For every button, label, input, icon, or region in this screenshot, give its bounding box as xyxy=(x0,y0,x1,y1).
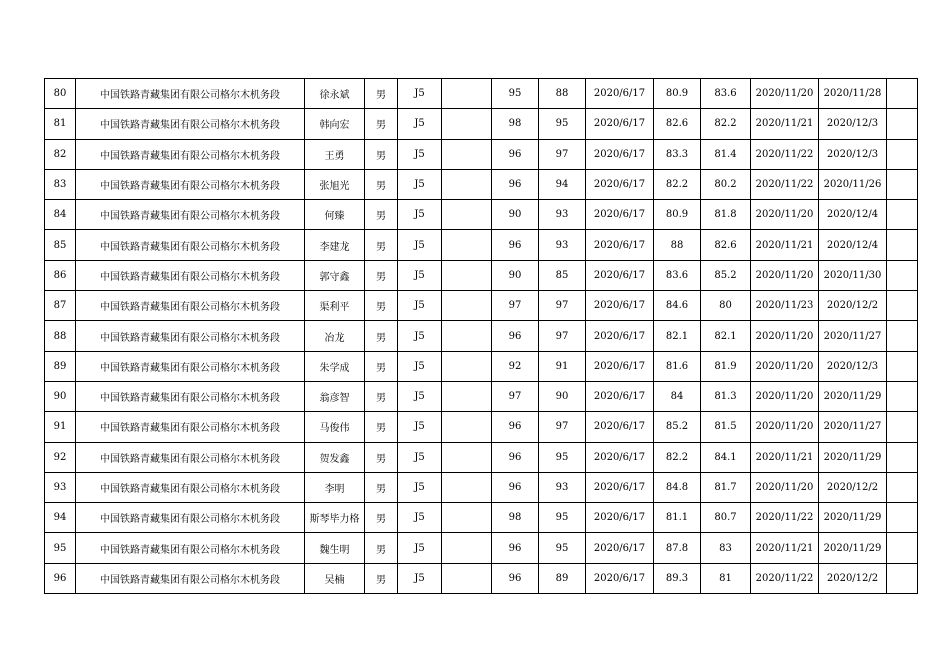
start-date-cell: 2020/11/20 xyxy=(751,381,819,411)
score-a-cell: 96 xyxy=(492,442,539,472)
score-d-cell: 85.2 xyxy=(701,260,751,290)
score-b-cell: 97 xyxy=(539,139,586,169)
gender-cell: 男 xyxy=(365,321,398,351)
score-a-cell: 96 xyxy=(492,533,539,563)
score-d-cell: 82.1 xyxy=(701,321,751,351)
date-cell: 2020/6/17 xyxy=(586,351,654,381)
score-c-cell: 81.1 xyxy=(654,503,701,533)
name-cell: 魏生明 xyxy=(305,533,365,563)
seq-cell: 91 xyxy=(45,412,76,442)
end-date-cell: 2020/12/3 xyxy=(819,109,887,139)
seq-cell: 89 xyxy=(45,351,76,381)
date-cell: 2020/6/17 xyxy=(586,563,654,593)
remark-cell xyxy=(887,109,918,139)
start-date-cell: 2020/11/20 xyxy=(751,321,819,351)
seq-cell: 84 xyxy=(45,200,76,230)
name-cell: 翁彦智 xyxy=(305,381,365,411)
score-a-cell: 96 xyxy=(492,472,539,502)
gender-cell: 男 xyxy=(365,291,398,321)
start-date-cell: 2020/11/20 xyxy=(751,351,819,381)
blank-cell xyxy=(442,230,492,260)
score-c-cell: 82.1 xyxy=(654,321,701,351)
score-c-cell: 80.9 xyxy=(654,79,701,109)
license-cell: J5 xyxy=(398,109,442,139)
end-date-cell: 2020/11/27 xyxy=(819,412,887,442)
table-row xyxy=(45,260,918,290)
end-date-cell: 2020/11/26 xyxy=(819,169,887,199)
seq-cell: 80 xyxy=(45,79,76,109)
start-date-cell: 2020/11/21 xyxy=(751,230,819,260)
unit-cell: 中国铁路青藏集团有限公司格尔木机务段 xyxy=(76,291,305,321)
start-date-cell: 2020/11/23 xyxy=(751,291,819,321)
name-cell: 张旭光 xyxy=(305,169,365,199)
score-c-cell: 84 xyxy=(654,381,701,411)
remark-cell xyxy=(887,200,918,230)
score-a-cell: 98 xyxy=(492,109,539,139)
score-c-cell: 84.6 xyxy=(654,291,701,321)
table-row xyxy=(45,442,918,472)
name-cell: 贺发鑫 xyxy=(305,442,365,472)
score-a-cell: 97 xyxy=(492,381,539,411)
end-date-cell: 2020/12/3 xyxy=(819,351,887,381)
start-date-cell: 2020/11/22 xyxy=(751,503,819,533)
name-cell: 李明 xyxy=(305,472,365,502)
score-c-cell: 87.8 xyxy=(654,533,701,563)
license-cell: J5 xyxy=(398,351,442,381)
remark-cell xyxy=(887,321,918,351)
score-a-cell: 98 xyxy=(492,503,539,533)
name-cell: 斯琴毕力格 xyxy=(305,503,365,533)
name-cell: 渠利平 xyxy=(305,291,365,321)
table-row xyxy=(45,412,918,442)
table-row xyxy=(45,321,918,351)
remark-cell xyxy=(887,139,918,169)
end-date-cell: 2020/11/30 xyxy=(819,260,887,290)
score-c-cell: 80.9 xyxy=(654,200,701,230)
end-date-cell: 2020/11/27 xyxy=(819,321,887,351)
score-b-cell: 93 xyxy=(539,230,586,260)
unit-cell: 中国铁路青藏集团有限公司格尔木机务段 xyxy=(76,503,305,533)
unit-cell: 中国铁路青藏集团有限公司格尔木机务段 xyxy=(76,79,305,109)
date-cell: 2020/6/17 xyxy=(586,503,654,533)
gender-cell: 男 xyxy=(365,442,398,472)
score-b-cell: 93 xyxy=(539,472,586,502)
license-cell: J5 xyxy=(398,169,442,199)
name-cell: 徐永斌 xyxy=(305,79,365,109)
score-d-cell: 82.2 xyxy=(701,109,751,139)
start-date-cell: 2020/11/21 xyxy=(751,442,819,472)
date-cell: 2020/6/17 xyxy=(586,139,654,169)
score-a-cell: 92 xyxy=(492,351,539,381)
unit-cell: 中国铁路青藏集团有限公司格尔木机务段 xyxy=(76,321,305,351)
unit-cell: 中国铁路青藏集团有限公司格尔木机务段 xyxy=(76,109,305,139)
table-row xyxy=(45,79,918,109)
score-b-cell: 95 xyxy=(539,442,586,472)
seq-cell: 95 xyxy=(45,533,76,563)
score-b-cell: 90 xyxy=(539,381,586,411)
date-cell: 2020/6/17 xyxy=(586,381,654,411)
unit-cell: 中国铁路青藏集团有限公司格尔木机务段 xyxy=(76,442,305,472)
date-cell: 2020/6/17 xyxy=(586,230,654,260)
gender-cell: 男 xyxy=(365,351,398,381)
blank-cell xyxy=(442,139,492,169)
start-date-cell: 2020/11/20 xyxy=(751,472,819,502)
name-cell: 朱学成 xyxy=(305,351,365,381)
score-c-cell: 82.6 xyxy=(654,109,701,139)
score-a-cell: 96 xyxy=(492,412,539,442)
license-cell: J5 xyxy=(398,139,442,169)
license-cell: J5 xyxy=(398,200,442,230)
unit-cell: 中国铁路青藏集团有限公司格尔木机务段 xyxy=(76,563,305,593)
score-d-cell: 83.6 xyxy=(701,79,751,109)
remark-cell xyxy=(887,563,918,593)
license-cell: J5 xyxy=(398,260,442,290)
date-cell: 2020/6/17 xyxy=(586,412,654,442)
score-b-cell: 94 xyxy=(539,169,586,199)
blank-cell xyxy=(442,200,492,230)
score-b-cell: 85 xyxy=(539,260,586,290)
unit-cell: 中国铁路青藏集团有限公司格尔木机务段 xyxy=(76,260,305,290)
unit-cell: 中国铁路青藏集团有限公司格尔木机务段 xyxy=(76,412,305,442)
score-c-cell: 82.2 xyxy=(654,169,701,199)
blank-cell xyxy=(442,472,492,502)
score-d-cell: 84.1 xyxy=(701,442,751,472)
table-body xyxy=(45,79,918,594)
score-b-cell: 95 xyxy=(539,109,586,139)
score-c-cell: 82.2 xyxy=(654,442,701,472)
seq-cell: 90 xyxy=(45,381,76,411)
start-date-cell: 2020/11/22 xyxy=(751,139,819,169)
name-cell: 郭守鑫 xyxy=(305,260,365,290)
unit-cell: 中国铁路青藏集团有限公司格尔木机务段 xyxy=(76,351,305,381)
score-d-cell: 81.8 xyxy=(701,200,751,230)
score-a-cell: 97 xyxy=(492,291,539,321)
license-cell: J5 xyxy=(398,79,442,109)
table-row xyxy=(45,109,918,139)
remark-cell xyxy=(887,351,918,381)
end-date-cell: 2020/12/4 xyxy=(819,200,887,230)
score-d-cell: 81 xyxy=(701,563,751,593)
gender-cell: 男 xyxy=(365,200,398,230)
score-d-cell: 81.5 xyxy=(701,412,751,442)
name-cell: 李建龙 xyxy=(305,230,365,260)
score-d-cell: 80 xyxy=(701,291,751,321)
table-row xyxy=(45,230,918,260)
start-date-cell: 2020/11/20 xyxy=(751,79,819,109)
seq-cell: 96 xyxy=(45,563,76,593)
end-date-cell: 2020/11/29 xyxy=(819,442,887,472)
date-cell: 2020/6/17 xyxy=(586,442,654,472)
blank-cell xyxy=(442,503,492,533)
score-d-cell: 81.4 xyxy=(701,139,751,169)
remark-cell xyxy=(887,79,918,109)
unit-cell: 中国铁路青藏集团有限公司格尔木机务段 xyxy=(76,533,305,563)
table-row xyxy=(45,533,918,563)
table-row xyxy=(45,472,918,502)
gender-cell: 男 xyxy=(365,412,398,442)
start-date-cell: 2020/11/21 xyxy=(751,533,819,563)
blank-cell xyxy=(442,442,492,472)
end-date-cell: 2020/12/2 xyxy=(819,472,887,502)
unit-cell: 中国铁路青藏集团有限公司格尔木机务段 xyxy=(76,139,305,169)
blank-cell xyxy=(442,109,492,139)
score-a-cell: 96 xyxy=(492,230,539,260)
end-date-cell: 2020/11/29 xyxy=(819,503,887,533)
score-d-cell: 81.3 xyxy=(701,381,751,411)
score-a-cell: 96 xyxy=(492,139,539,169)
date-cell: 2020/6/17 xyxy=(586,169,654,199)
blank-cell xyxy=(442,351,492,381)
score-a-cell: 90 xyxy=(492,260,539,290)
license-cell: J5 xyxy=(398,503,442,533)
score-b-cell: 95 xyxy=(539,533,586,563)
end-date-cell: 2020/11/28 xyxy=(819,79,887,109)
date-cell: 2020/6/17 xyxy=(586,109,654,139)
end-date-cell: 2020/12/3 xyxy=(819,139,887,169)
table-row xyxy=(45,351,918,381)
start-date-cell: 2020/11/20 xyxy=(751,260,819,290)
start-date-cell: 2020/11/20 xyxy=(751,412,819,442)
table-row xyxy=(45,291,918,321)
remark-cell xyxy=(887,533,918,563)
start-date-cell: 2020/11/22 xyxy=(751,169,819,199)
table-row xyxy=(45,200,918,230)
score-d-cell: 83 xyxy=(701,533,751,563)
end-date-cell: 2020/11/29 xyxy=(819,381,887,411)
gender-cell: 男 xyxy=(365,169,398,199)
license-cell: J5 xyxy=(398,442,442,472)
seq-cell: 85 xyxy=(45,230,76,260)
remark-cell xyxy=(887,169,918,199)
score-d-cell: 80.2 xyxy=(701,169,751,199)
score-b-cell: 97 xyxy=(539,291,586,321)
gender-cell: 男 xyxy=(365,230,398,260)
seq-cell: 92 xyxy=(45,442,76,472)
score-b-cell: 93 xyxy=(539,200,586,230)
start-date-cell: 2020/11/20 xyxy=(751,200,819,230)
remark-cell xyxy=(887,230,918,260)
remark-cell xyxy=(887,442,918,472)
name-cell: 吴楠 xyxy=(305,563,365,593)
seq-cell: 94 xyxy=(45,503,76,533)
seq-cell: 93 xyxy=(45,472,76,502)
score-c-cell: 88 xyxy=(654,230,701,260)
blank-cell xyxy=(442,169,492,199)
blank-cell xyxy=(442,260,492,290)
remark-cell xyxy=(887,412,918,442)
score-c-cell: 81.6 xyxy=(654,351,701,381)
score-b-cell: 91 xyxy=(539,351,586,381)
score-a-cell: 90 xyxy=(492,200,539,230)
score-c-cell: 89.3 xyxy=(654,563,701,593)
table-row xyxy=(45,563,918,593)
blank-cell xyxy=(442,533,492,563)
license-cell: J5 xyxy=(398,381,442,411)
date-cell: 2020/6/17 xyxy=(586,260,654,290)
name-cell: 马俊伟 xyxy=(305,412,365,442)
table-row xyxy=(45,169,918,199)
gender-cell: 男 xyxy=(365,139,398,169)
start-date-cell: 2020/11/21 xyxy=(751,109,819,139)
name-cell: 何臻 xyxy=(305,200,365,230)
unit-cell: 中国铁路青藏集团有限公司格尔木机务段 xyxy=(76,169,305,199)
date-cell: 2020/6/17 xyxy=(586,472,654,502)
gender-cell: 男 xyxy=(365,381,398,411)
license-cell: J5 xyxy=(398,472,442,502)
score-d-cell: 81.7 xyxy=(701,472,751,502)
score-b-cell: 97 xyxy=(539,412,586,442)
gender-cell: 男 xyxy=(365,109,398,139)
score-c-cell: 83.3 xyxy=(654,139,701,169)
table-row xyxy=(45,503,918,533)
end-date-cell: 2020/11/29 xyxy=(819,533,887,563)
name-cell: 王勇 xyxy=(305,139,365,169)
score-b-cell: 89 xyxy=(539,563,586,593)
seq-cell: 83 xyxy=(45,169,76,199)
score-c-cell: 83.6 xyxy=(654,260,701,290)
date-cell: 2020/6/17 xyxy=(586,291,654,321)
license-cell: J5 xyxy=(398,412,442,442)
score-a-cell: 96 xyxy=(492,169,539,199)
end-date-cell: 2020/12/2 xyxy=(819,291,887,321)
remark-cell xyxy=(887,381,918,411)
score-a-cell: 96 xyxy=(492,321,539,351)
unit-cell: 中国铁路青藏集团有限公司格尔木机务段 xyxy=(76,230,305,260)
unit-cell: 中国铁路青藏集团有限公司格尔木机务段 xyxy=(76,381,305,411)
license-cell: J5 xyxy=(398,321,442,351)
date-cell: 2020/6/17 xyxy=(586,533,654,563)
name-cell: 冶龙 xyxy=(305,321,365,351)
seq-cell: 87 xyxy=(45,291,76,321)
score-a-cell: 95 xyxy=(492,79,539,109)
table-row xyxy=(45,381,918,411)
score-b-cell: 95 xyxy=(539,503,586,533)
license-cell: J5 xyxy=(398,291,442,321)
gender-cell: 男 xyxy=(365,503,398,533)
end-date-cell: 2020/12/2 xyxy=(819,563,887,593)
score-b-cell: 97 xyxy=(539,321,586,351)
gender-cell: 男 xyxy=(365,563,398,593)
records-table xyxy=(44,78,918,594)
start-date-cell: 2020/11/22 xyxy=(751,563,819,593)
unit-cell: 中国铁路青藏集团有限公司格尔木机务段 xyxy=(76,200,305,230)
remark-cell xyxy=(887,260,918,290)
blank-cell xyxy=(442,412,492,442)
date-cell: 2020/6/17 xyxy=(586,321,654,351)
date-cell: 2020/6/17 xyxy=(586,79,654,109)
seq-cell: 82 xyxy=(45,139,76,169)
score-c-cell: 84.8 xyxy=(654,472,701,502)
date-cell: 2020/6/17 xyxy=(586,200,654,230)
table-row xyxy=(45,139,918,169)
remark-cell xyxy=(887,291,918,321)
score-a-cell: 96 xyxy=(492,563,539,593)
score-b-cell: 88 xyxy=(539,79,586,109)
score-c-cell: 85.2 xyxy=(654,412,701,442)
seq-cell: 86 xyxy=(45,260,76,290)
blank-cell xyxy=(442,321,492,351)
name-cell: 韩向宏 xyxy=(305,109,365,139)
gender-cell: 男 xyxy=(365,533,398,563)
blank-cell xyxy=(442,291,492,321)
score-d-cell: 80.7 xyxy=(701,503,751,533)
seq-cell: 81 xyxy=(45,109,76,139)
blank-cell xyxy=(442,563,492,593)
gender-cell: 男 xyxy=(365,260,398,290)
end-date-cell: 2020/12/4 xyxy=(819,230,887,260)
unit-cell: 中国铁路青藏集团有限公司格尔木机务段 xyxy=(76,472,305,502)
license-cell: J5 xyxy=(398,563,442,593)
blank-cell xyxy=(442,79,492,109)
license-cell: J5 xyxy=(398,533,442,563)
gender-cell: 男 xyxy=(365,79,398,109)
blank-cell xyxy=(442,381,492,411)
remark-cell xyxy=(887,472,918,502)
score-d-cell: 82.6 xyxy=(701,230,751,260)
score-d-cell: 81.9 xyxy=(701,351,751,381)
gender-cell: 男 xyxy=(365,472,398,502)
license-cell: J5 xyxy=(398,230,442,260)
seq-cell: 88 xyxy=(45,321,76,351)
remark-cell xyxy=(887,503,918,533)
